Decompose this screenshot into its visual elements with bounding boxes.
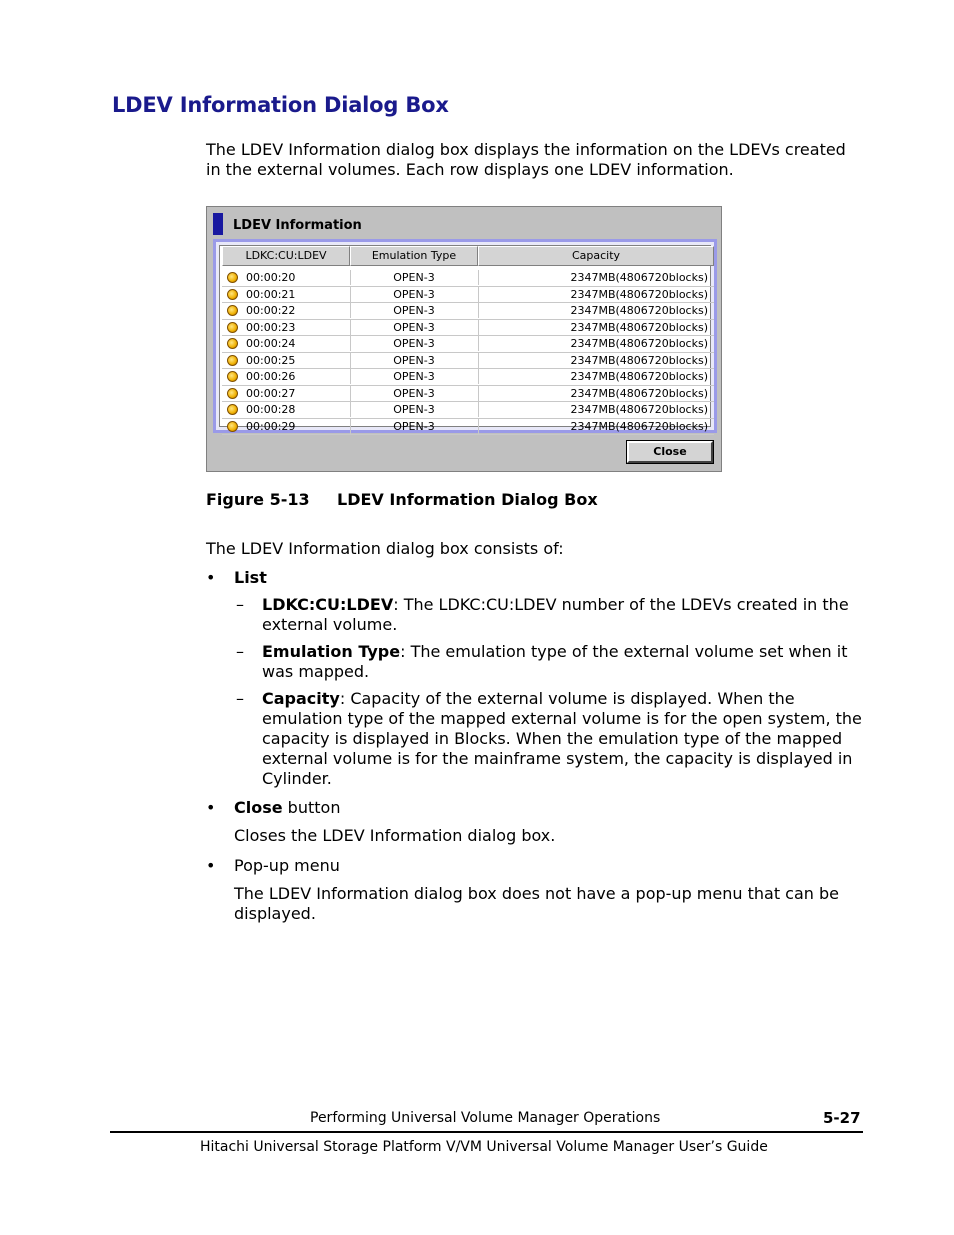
capacity-cell [478,270,714,285]
list-item-label: List [234,568,267,587]
column-header-capacity[interactable]: Capacity [478,246,714,266]
capacity-cell [478,303,714,318]
bullet-icon: • [206,856,216,875]
emulation-type-cell: OPEN-3 [350,287,479,302]
emulation-type-cell: OPEN-3 [350,336,479,351]
capacity-value: 2347MB(4806720blocks) [570,320,708,334]
capacity-value: 2347MB(4806720blocks) [570,353,708,367]
table-row[interactable] [222,270,714,287]
table-row[interactable] [222,419,714,436]
ldev-cell [222,353,351,368]
footer-page-number: 5-27 [823,1109,861,1127]
figure-number: Figure 5-13 [206,490,310,509]
volume-icon [227,272,238,283]
ldev-cell [222,369,351,384]
ldev-value: 00:00:26 [246,370,296,383]
footer-section-title: Performing Universal Volume Manager Operations [310,1110,661,1126]
capacity-cell [478,419,714,434]
close-item-desc: Closes the LDEV Information dialog box. [234,826,556,845]
capacity-value: 2347MB(4806720blocks) [570,287,708,301]
ldev-list[interactable] [219,245,711,433]
ldev-cell [222,270,351,285]
capacity-cell [478,336,714,351]
figure-caption [206,490,598,509]
page-heading: LDEV Information Dialog Box [112,93,449,117]
emulation-type-cell: OPEN-3 [350,270,479,285]
table-row[interactable] [222,353,714,370]
volume-icon [227,371,238,382]
volume-icon [227,338,238,349]
capacity-value: 2347MB(4806720blocks) [570,419,708,433]
ldev-value: 00:00:20 [246,271,296,284]
table-row[interactable] [222,287,714,304]
emulation-type-cell: OPEN-3 [350,419,479,434]
ldev-value: 00:00:23 [246,320,296,334]
capacity-value: 2347MB(4806720blocks) [570,271,708,284]
volume-icon [227,305,238,316]
capacity-value: 2347MB(4806720blocks) [570,386,708,400]
table-row[interactable] [222,369,714,386]
volume-icon [227,355,238,366]
emulation-type-cell: OPEN-3 [350,303,479,318]
title-accent-bar [213,213,223,235]
subitem-ldev: LDKC:CU:LDEV: The LDKC:CU:LDEV number of the LDEVs created in the external volume. [262,595,849,634]
emulation-type-cell: OPEN-3 [350,320,479,335]
capacity-cell [478,287,714,302]
column-header-emulation-type[interactable]: Emulation Type [350,246,478,266]
ldev-value: 00:00:27 [246,386,296,400]
ldev-cell [222,303,351,318]
ldev-cell [222,402,351,417]
emulation-type-cell: OPEN-3 [350,386,479,401]
column-header-ldev[interactable]: LDKC:CU:LDEV [222,246,350,266]
ldev-rows [222,270,714,435]
capacity-value: 2347MB(4806720blocks) [570,370,708,383]
table-row[interactable] [222,320,714,337]
capacity-value: 2347MB(4806720blocks) [570,304,708,317]
capacity-cell [478,369,714,384]
volume-icon [227,388,238,399]
dialog-title: LDEV Information [233,218,362,233]
consists-of-text: The LDEV Information dialog box consists of: [206,539,564,558]
dash-icon: – [236,595,244,614]
capacity-value: 2347MB(4806720blocks) [570,403,708,416]
close-button[interactable]: Close [627,441,713,463]
dash-icon: – [236,689,244,708]
volume-icon [227,404,238,415]
bullet-icon: • [206,798,216,817]
ldev-value: 00:00:25 [246,353,296,367]
capacity-cell [478,320,714,335]
capacity-cell [478,353,714,368]
ldev-cell [222,320,351,335]
capacity-value: 2347MB(4806720blocks) [570,337,708,350]
column-headers [220,246,710,266]
ldev-information-dialog [206,206,722,472]
dash-icon: – [236,642,244,661]
ldev-value: 00:00:22 [246,304,296,317]
ldev-cell [222,386,351,401]
popup-item-desc: The LDEV Information dialog box does not have a pop-up menu that can be displayed. [234,884,840,923]
ldev-value: 00:00:28 [246,403,296,416]
popup-item-label: Pop-up menu [234,856,340,875]
emulation-type-cell: OPEN-3 [350,402,479,417]
footer-divider [110,1131,863,1133]
intro-paragraph: The LDEV Information dialog box displays the information on the LDEVs created in the external volumes. Each row displays one LDEV information. [206,140,846,179]
table-row[interactable] [222,386,714,403]
ldev-value: 00:00:24 [246,337,296,350]
subitem-capacity: Capacity: Capacity of the external volume is displayed. When the emulation type of the mapped external volume is for the open system, the capacity is displayed in Blocks. When the emulation type of the mapped external volume is for the mainframe system, the capacity is displayed in Cylinder. [262,689,862,788]
table-row[interactable] [222,303,714,320]
capacity-cell [478,402,714,417]
emulation-type-cell: OPEN-3 [350,369,479,384]
ldev-list-frame [213,239,717,433]
ldev-cell [222,287,351,302]
volume-icon [227,289,238,300]
table-row[interactable] [222,402,714,419]
table-row[interactable] [222,336,714,353]
footer-guide-title: Hitachi Universal Storage Platform V/VM Universal Volume Manager User’s Guide [200,1139,768,1155]
subitem-emulation-type: Emulation Type: The emulation type of the external volume set when it was mapped. [262,642,848,681]
ldev-cell [222,336,351,351]
capacity-cell [478,386,714,401]
ldev-cell [222,419,351,434]
volume-icon [227,322,238,333]
volume-icon [227,421,238,432]
ldev-value: 00:00:29 [246,419,296,433]
close-item-label: Close button [234,798,341,817]
emulation-type-cell: OPEN-3 [350,353,479,368]
ldev-value: 00:00:21 [246,287,296,301]
bullet-icon: • [206,568,216,587]
figure-title: LDEV Information Dialog Box [337,490,598,509]
